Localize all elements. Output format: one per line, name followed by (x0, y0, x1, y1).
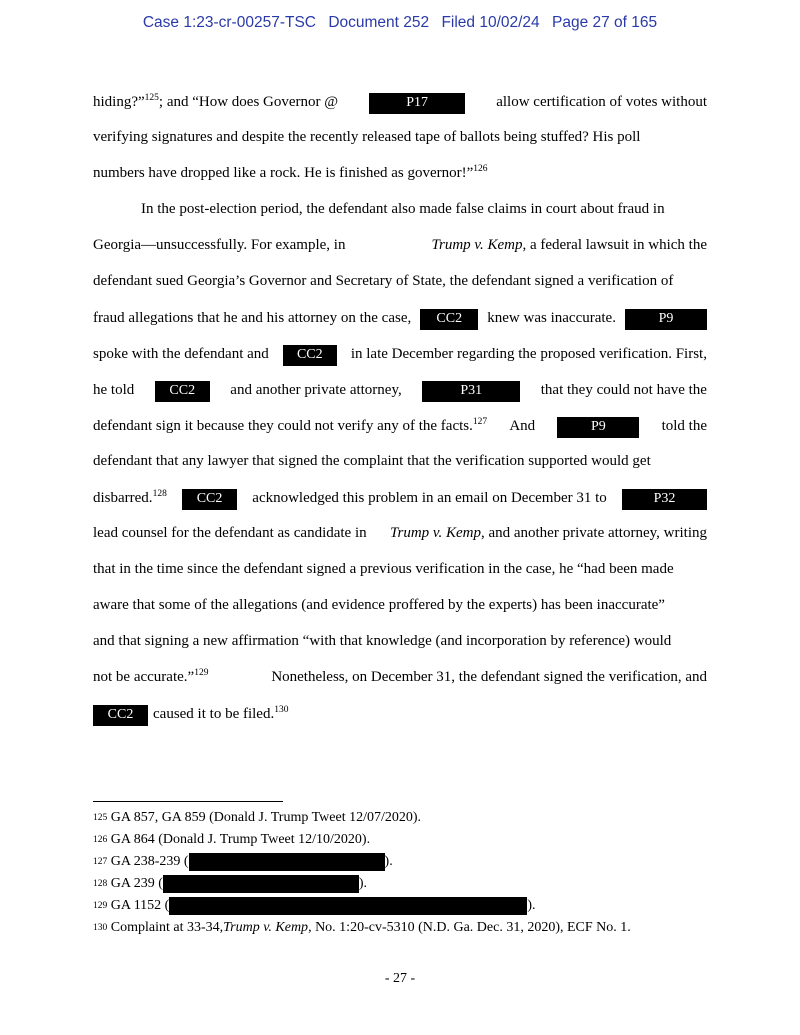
footnote: 126 GA 864 (Donald J. Trump Tweet 12/10/2020). (93, 832, 371, 847)
case-name: Trump v. Kemp (431, 237, 523, 253)
footnote-ref: 128 (152, 489, 167, 499)
document-number: Document 252 (328, 14, 430, 31)
redaction-box (163, 875, 359, 893)
redaction-box (169, 897, 527, 915)
case-header (0, 14, 800, 32)
text-line: he told CC2 and another private attorney, P31 that they could not have the (93, 381, 707, 403)
redaction-box: CC2 (93, 705, 148, 726)
text-line: spoke with the defendant and CC2 in late December regarding the proposed verification. First, (93, 345, 707, 367)
filed-date: Filed 10/02/24 (441, 14, 540, 31)
footnote-ref: 125 (144, 93, 159, 103)
redaction-box: P17 (369, 93, 465, 114)
text-line: defendant that any lawyer that signed the complaint that the verification supported would get (93, 453, 651, 469)
text-line: defendant sued Georgia’s Governor and Secretary of State, the defendant signed a verification of (93, 273, 674, 289)
redaction-box: CC2 (182, 489, 237, 510)
redaction-box: P9 (625, 309, 707, 330)
page-indicator: Page 27 of 165 (552, 14, 658, 31)
text-line: hiding?”$^{125}$; and “How does Governor @ P17 allow certification of votes without (93, 93, 707, 115)
footnote-divider (93, 801, 283, 802)
redaction-box: CC2 (155, 381, 210, 402)
text-line: not be accurate.”$^{129}$ Nonetheless, on December 31, the defendant signed the verification, and (93, 668, 707, 685)
footnote: 130 Complaint at 33-34, Trump v. Kemp , No. 1:20-cv-5310 (N.D. Ga. Dec. 31, 2020), ECF No. 1. (93, 920, 631, 935)
text-line: aware that some of the allegations (and evidence proffered by the experts) has been inaccurate” (93, 597, 665, 613)
footnote-ref: 126 (473, 164, 488, 174)
text-line: Georgia—unsuccessfully. For example, in Trump v. Kemp, a federal lawsuit in which the (93, 237, 707, 253)
redaction-box: P31 (422, 381, 520, 402)
footnote: 127 GA 238-239 ( ). (93, 854, 393, 869)
redaction-box: CC2 (420, 309, 478, 330)
text-line: fraud allegations that he and his attorney on the case, CC2 knew was inaccurate. P9 (93, 309, 707, 331)
footnote: 128 GA 239 ( ). (93, 876, 368, 891)
redaction-box: P9 (557, 417, 639, 438)
redaction-box (189, 853, 385, 871)
text-line: that in the time since the defendant signed a previous verification in the case, he “had been made (93, 561, 674, 577)
text-line: disbarred.$^{128}$ CC2 acknowledged this problem in an email on December 31 to P32 (93, 489, 707, 511)
redaction-box: CC2 (283, 345, 337, 366)
text-line: numbers have dropped like a rock. He is finished as governor!”$^{126}$ (93, 164, 488, 181)
text-line: CC2 caused it to be filed.$^{130}$ (93, 705, 707, 727)
text-line: verifying signatures and despite the recently released tape of ballots being stuffed? His poll (93, 129, 641, 145)
text-line: defendant sign it because they could not verify any of the facts.$^{127}$ And P9 told the (93, 417, 707, 439)
text-line: In the post-election period, the defendant also made false claims in court about fraud in (141, 201, 665, 217)
footnote-ref: 127 (472, 417, 488, 427)
case-number: Case 1:23-cr-00257-TSC (142, 14, 316, 31)
redaction-box: P32 (622, 489, 707, 510)
page-number: - 27 - (384, 971, 416, 986)
footnote-ref: 129 (194, 668, 209, 678)
text-line: and that signing a new affirmation “with that knowledge (and incorporation by reference) would (93, 633, 672, 649)
case-name: Trump v. Kemp (389, 525, 481, 541)
text-line: lead counsel for the defendant as candidate in Trump v. Kemp, and another private attorney, writing (93, 525, 707, 541)
footnote: 129 GA 1152 ( ). (93, 898, 536, 913)
footnote-ref: 130 (274, 705, 289, 715)
footnote: 125 GA 857, GA 859 (Donald J. Trump Tweet 12/07/2020). (93, 810, 422, 825)
